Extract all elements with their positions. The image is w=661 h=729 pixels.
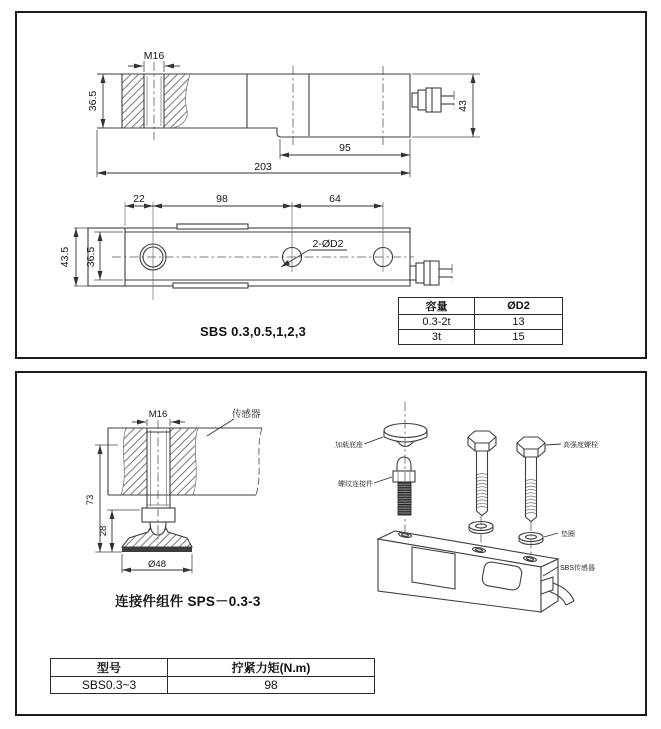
dim-36-5-side <box>87 74 103 128</box>
mount-section-view <box>85 408 262 573</box>
loading-base-callout <box>335 437 383 449</box>
svg-text:73: 73 <box>85 494 96 506</box>
capacity-table-header-row <box>399 298 563 315</box>
threaded-stud-section <box>147 428 170 508</box>
svg-text:传感器: 传感器 <box>232 409 261 420</box>
svg-text:M16: M16 <box>143 50 165 62</box>
svg-text:M16: M16 <box>148 409 168 420</box>
torque-cell: 98 <box>168 677 375 694</box>
svg-text:36.5: 36.5 <box>85 246 97 268</box>
hole-callout <box>281 238 347 267</box>
washer-callout <box>544 529 575 538</box>
weld-strip-top <box>177 224 248 229</box>
stud-collar <box>142 508 175 522</box>
table-row <box>399 330 563 345</box>
svg-text:22: 22 <box>133 193 145 205</box>
svg-text:95: 95 <box>339 142 351 154</box>
torque-table <box>50 658 375 694</box>
svg-text:2-ØD2: 2-ØD2 <box>312 238 344 250</box>
svg-text:203: 203 <box>254 161 272 173</box>
capacity-table <box>398 297 563 345</box>
side-view <box>87 50 480 177</box>
bolt-1 <box>468 431 496 516</box>
svg-text:43: 43 <box>457 100 469 112</box>
cable-connector-side <box>412 88 454 112</box>
weld-strip-bottom <box>173 283 248 288</box>
bolt-callout <box>546 440 598 449</box>
threaded-connector-part <box>393 457 415 515</box>
threaded-connector-callout <box>338 477 392 488</box>
foot-base-pad <box>122 547 192 552</box>
svg-text:36.5: 36.5 <box>87 90 99 112</box>
model-range-label: SBS 0.3,0.5,1,2,3 <box>200 324 307 339</box>
svg-text:加载底座: 加载底座 <box>335 442 363 449</box>
d2-cell: 13 <box>475 315 563 330</box>
model-cell: SBS0.3~3 <box>51 677 168 694</box>
capacity-cell: 3t <box>399 330 475 345</box>
svg-text:垫圈: 垫圈 <box>561 531 575 538</box>
table-row <box>51 677 375 694</box>
dim-36-5-top <box>85 232 123 280</box>
d2-cell: 15 <box>475 330 563 345</box>
svg-text:Ø48: Ø48 <box>148 559 166 570</box>
dim-d48 <box>122 554 192 573</box>
model-header-cell: 型号 <box>51 659 168 677</box>
table-row <box>399 315 563 330</box>
assembly-kit-label: 连接件组件 SPS－0.3-3 <box>115 594 261 609</box>
cable-connector-top <box>410 261 452 285</box>
exploded-assembly-view <box>335 402 598 612</box>
dimension-drawing-panel <box>15 11 647 359</box>
sensor-plate-section <box>108 428 262 495</box>
svg-text:64: 64 <box>329 193 341 205</box>
top-view <box>59 193 452 300</box>
dim-22-98-64 <box>125 193 383 206</box>
load-cell-body-iso <box>378 531 574 612</box>
loading-base-part <box>384 424 427 447</box>
torque-table-header-row <box>51 659 375 677</box>
d2-header-cell: ØD2 <box>475 298 563 315</box>
bolt-2 <box>517 437 545 522</box>
dim-95 <box>280 139 410 177</box>
svg-text:28: 28 <box>98 525 109 537</box>
svg-text:SBS传感器: SBS传感器 <box>560 565 596 572</box>
dim-m16-mount <box>132 409 185 426</box>
capacity-cell: 0.3-2t <box>399 315 475 330</box>
svg-text:43.5: 43.5 <box>59 246 71 268</box>
svg-text:高强度螺栓: 高强度螺栓 <box>563 442 598 449</box>
mounting-assembly-panel <box>15 371 647 716</box>
svg-text:螺纹连接件: 螺纹连接件 <box>338 481 373 488</box>
capacity-header-cell: 容量 <box>399 298 475 315</box>
svg-text:98: 98 <box>216 193 228 205</box>
sensor-callout <box>207 408 261 436</box>
torque-header-cell: 拧紧力矩(N.m) <box>168 659 375 677</box>
